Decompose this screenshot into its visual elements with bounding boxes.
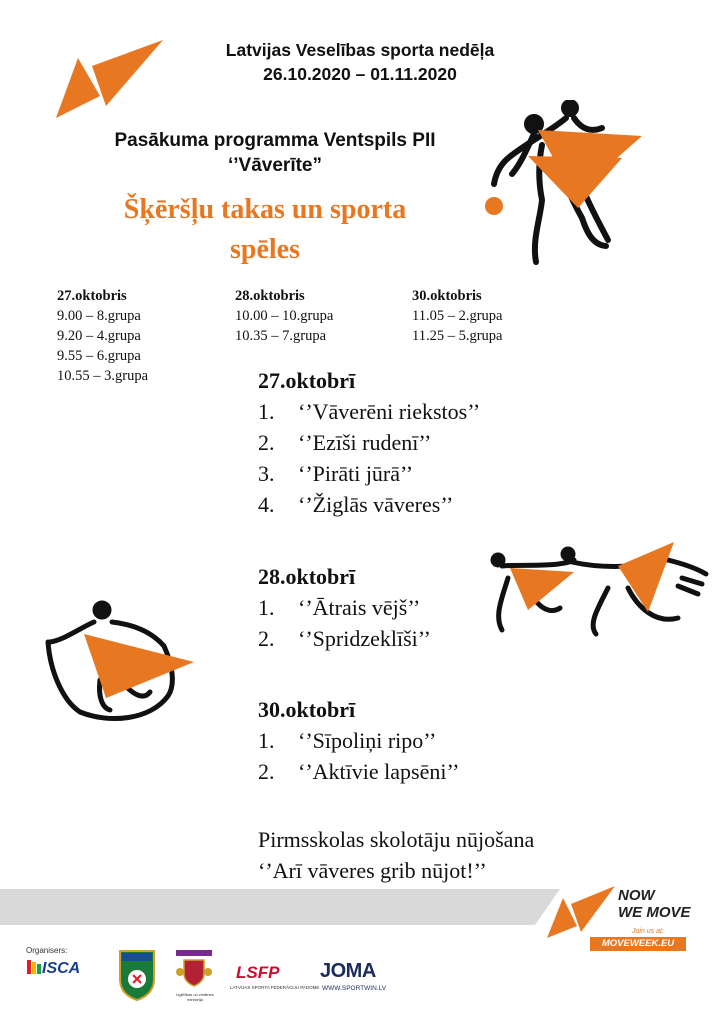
list-text: ‘’Žiglās vāveres’’ [298,492,454,517]
list-item [258,396,480,427]
joma-logo-subtitle: WWW.SPORTWIN.LV [322,985,387,992]
isca-logo: ISCA [42,960,81,977]
schedule-item: 9.00 – 8.grupa [57,308,141,324]
list-item [258,489,480,520]
program-title-line1: Pasākuma programma Ventspils PII [114,130,436,151]
list-number: 1. [258,728,275,753]
event-title-line1: Latvijas Veselības sporta nedēļa [225,40,495,60]
schedule-column-30 [412,286,502,346]
list-item [258,623,431,654]
event-title [150,38,570,86]
list-number: 3. [258,461,275,486]
list-text: ‘’Ezīši rudenī’’ [298,430,432,455]
now-we-move-line1: NOW [618,887,655,904]
list-text: ‘’Ātrais vējš’’ [298,595,421,620]
runners-figure-icon [488,538,710,638]
main-heading [60,190,470,270]
lisa-shield-logo-icon [118,949,156,1001]
schedule-item: 10.55 – 3.grupa [57,368,149,384]
activities-30 [258,694,459,787]
schedule-item: 9.20 – 4.grupa [57,328,141,344]
closing-line1: Pirmsskolas skolotāju nūjošana [258,827,535,852]
list-item [258,725,459,756]
activity-day-heading: 28.oktobrī [258,564,356,589]
join-us-label: Join us at: [632,928,664,935]
closing-text [258,824,534,886]
activities-28 [258,561,431,654]
activity-day-heading: 30.oktobrī [258,697,356,722]
list-item [258,427,480,458]
list-number: 4. [258,492,275,517]
list-text: ‘’Vāverēni riekstos’’ [298,399,481,424]
lsfp-logo-subtitle: LATVIJAS SPORTA FEDERĀCIJU PADOME [230,985,320,990]
schedule-day: 27.oktobris [57,288,127,304]
list-item [258,592,431,623]
now-we-move-logo-icon [545,884,617,940]
ministry-crest-logo-icon [174,950,214,990]
basketball-player-figure-icon [482,100,652,270]
schedule-item: 10.35 – 7.grupa [235,328,327,344]
schedule-item: 11.05 – 2.grupa [412,308,503,324]
list-text: ‘’Pirāti jūrā’’ [298,461,414,486]
main-heading-line1: Šķēršļu takas un sporta [123,194,407,225]
schedule-column-28 [235,286,333,346]
skipping-rope-figure-icon [40,600,198,730]
lsfp-logo: LSFP [236,963,280,982]
main-heading-line2: spēles [230,234,300,265]
moveweek-url: MOVEWEEK.EU [601,938,675,949]
list-text: ‘’Sīpoliņi ripo’’ [298,728,437,753]
joma-logo: JOMA [320,960,376,982]
now-we-move-line2: WE MOVE [618,904,691,921]
schedule-day: 28.oktobris [235,288,305,304]
list-number: 1. [258,595,275,620]
list-item [258,756,459,787]
ministry-logo-text: Izglītības un zinātnes ministrija [176,992,214,1002]
list-text: ‘’Spridzeklīši’’ [298,626,431,651]
closing-line2: ‘’Arī vāveres grib nūjot!’’ [258,858,487,883]
activities-27 [258,365,480,520]
list-text: ‘’Aktīvie lapsēni’’ [298,759,460,784]
schedule-day: 30.oktobris [412,288,482,304]
list-number: 2. [258,430,275,455]
list-number: 2. [258,626,275,651]
program-title-line2: ‘’Vāverīte” [228,155,322,176]
event-dates: 26.10.2020 – 01.11.2020 [263,64,457,84]
list-number: 1. [258,399,275,424]
schedule-item: 10.00 – 10.grupa [235,308,334,324]
list-item [258,458,480,489]
schedule-column-27 [57,286,148,386]
activity-day-heading: 27.oktobrī [258,368,356,393]
list-number: 2. [258,759,275,784]
schedule-item: 9.55 – 6.grupa [57,348,141,364]
schedule-item: 11.25 – 5.grupa [412,328,503,344]
organisers-label: Organisers: [26,946,68,955]
program-title [40,128,510,178]
